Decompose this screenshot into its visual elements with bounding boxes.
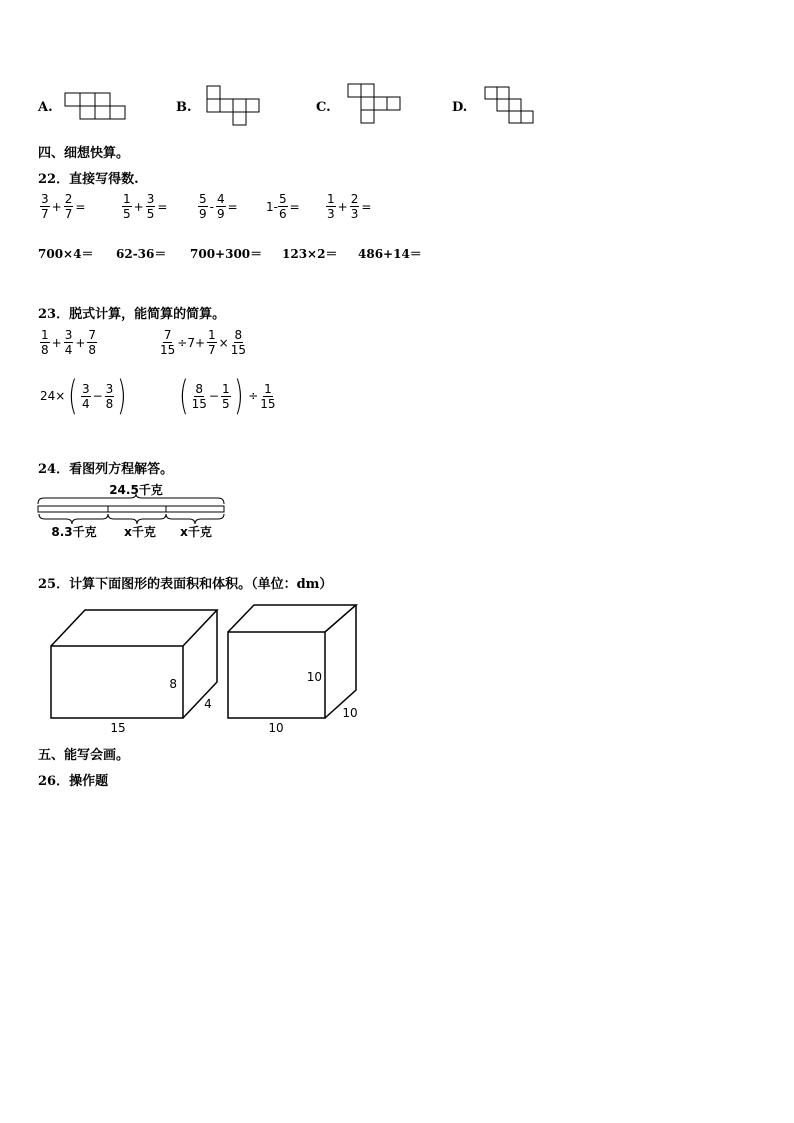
option-a-label: A. xyxy=(38,100,53,115)
cuboid-width-label: 4 xyxy=(204,697,212,711)
q23-expression-3: 24× ( $\frac{3}{4}$ − $\frac{3}{8}$ ) xyxy=(40,373,127,419)
q22-frac-item-2: $\frac{1}{5}$ + $\frac{3}{5}$ = xyxy=(123,192,168,221)
q24-segment-diagram xyxy=(36,482,236,542)
cube-length-label: 10 xyxy=(268,721,284,735)
q22-frac-item-4: 1- $\frac{5}{6}$ = xyxy=(266,192,300,221)
q22-int-item-4: 123×2＝ xyxy=(282,247,338,261)
cuboid-length-label: 15 xyxy=(110,721,126,735)
q25-cube-figure xyxy=(222,600,364,738)
section-4-title: 四、细想快算。 xyxy=(38,146,130,161)
q22-int-item-2: 62-36＝ xyxy=(116,247,167,261)
q22-title: 22．直接写得数. xyxy=(38,172,139,187)
cube-height-label: 10 xyxy=(306,670,322,684)
q23-expression-4: ( $\frac{8}{15}$ − $\frac{1}{5}$ ) ÷ $\frac{1}{15}$ xyxy=(179,373,276,419)
q22-int-item-1: 700×4＝ xyxy=(38,247,94,261)
q22-int-item-3: 700+300＝ xyxy=(190,247,263,261)
cuboid-height-label: 8 xyxy=(169,677,177,691)
q23-title: 23．脱式计算，能简算的简算。 xyxy=(38,307,226,322)
option-a-net-figure xyxy=(64,92,128,122)
q23-expression-2: $\frac{7}{15}$ ÷7+ $\frac{1}{7}$ × $\frac{8}{15}$ xyxy=(160,328,247,357)
q25-cuboid-figure xyxy=(40,598,226,738)
option-c-net-figure xyxy=(347,83,403,125)
q22-frac-item-3: $\frac{5}{9}$ - $\frac{4}{9}$ = xyxy=(199,192,238,221)
option-d-label: D. xyxy=(452,100,468,115)
q25-title: 25．计算下面图形的表面积和体积。（单位：dm） xyxy=(38,577,333,592)
q22-frac-item-5: $\frac{1}{3}$ + $\frac{2}{3}$ = xyxy=(327,192,372,221)
option-b-label: B. xyxy=(176,100,192,115)
option-c-label: C. xyxy=(316,100,331,115)
q26-title: 26．操作题 xyxy=(38,774,109,789)
q24-total-label: 24.5千克 xyxy=(109,483,163,497)
cube-width-label: 10 xyxy=(342,706,358,720)
q23-expression-1: $\frac{1}{8}$ + $\frac{3}{4}$ + $\frac{7}{8}$ xyxy=(41,328,97,357)
q24-part1-label: 8.3千克 xyxy=(51,525,97,539)
q24-part2-label: x千克 xyxy=(124,525,156,539)
q24-title: 24．看图列方程解答。 xyxy=(38,462,174,477)
option-d-net-figure xyxy=(484,86,536,128)
section-5-title: 五、能写会画。 xyxy=(38,748,130,763)
q22-frac-item-1: $\frac{3}{7}$ + $\frac{2}{7}$ = xyxy=(41,192,86,221)
option-b-net-figure xyxy=(206,85,264,127)
q22-int-item-5: 486+14＝ xyxy=(358,247,422,261)
q24-part3-label: x千克 xyxy=(180,525,212,539)
